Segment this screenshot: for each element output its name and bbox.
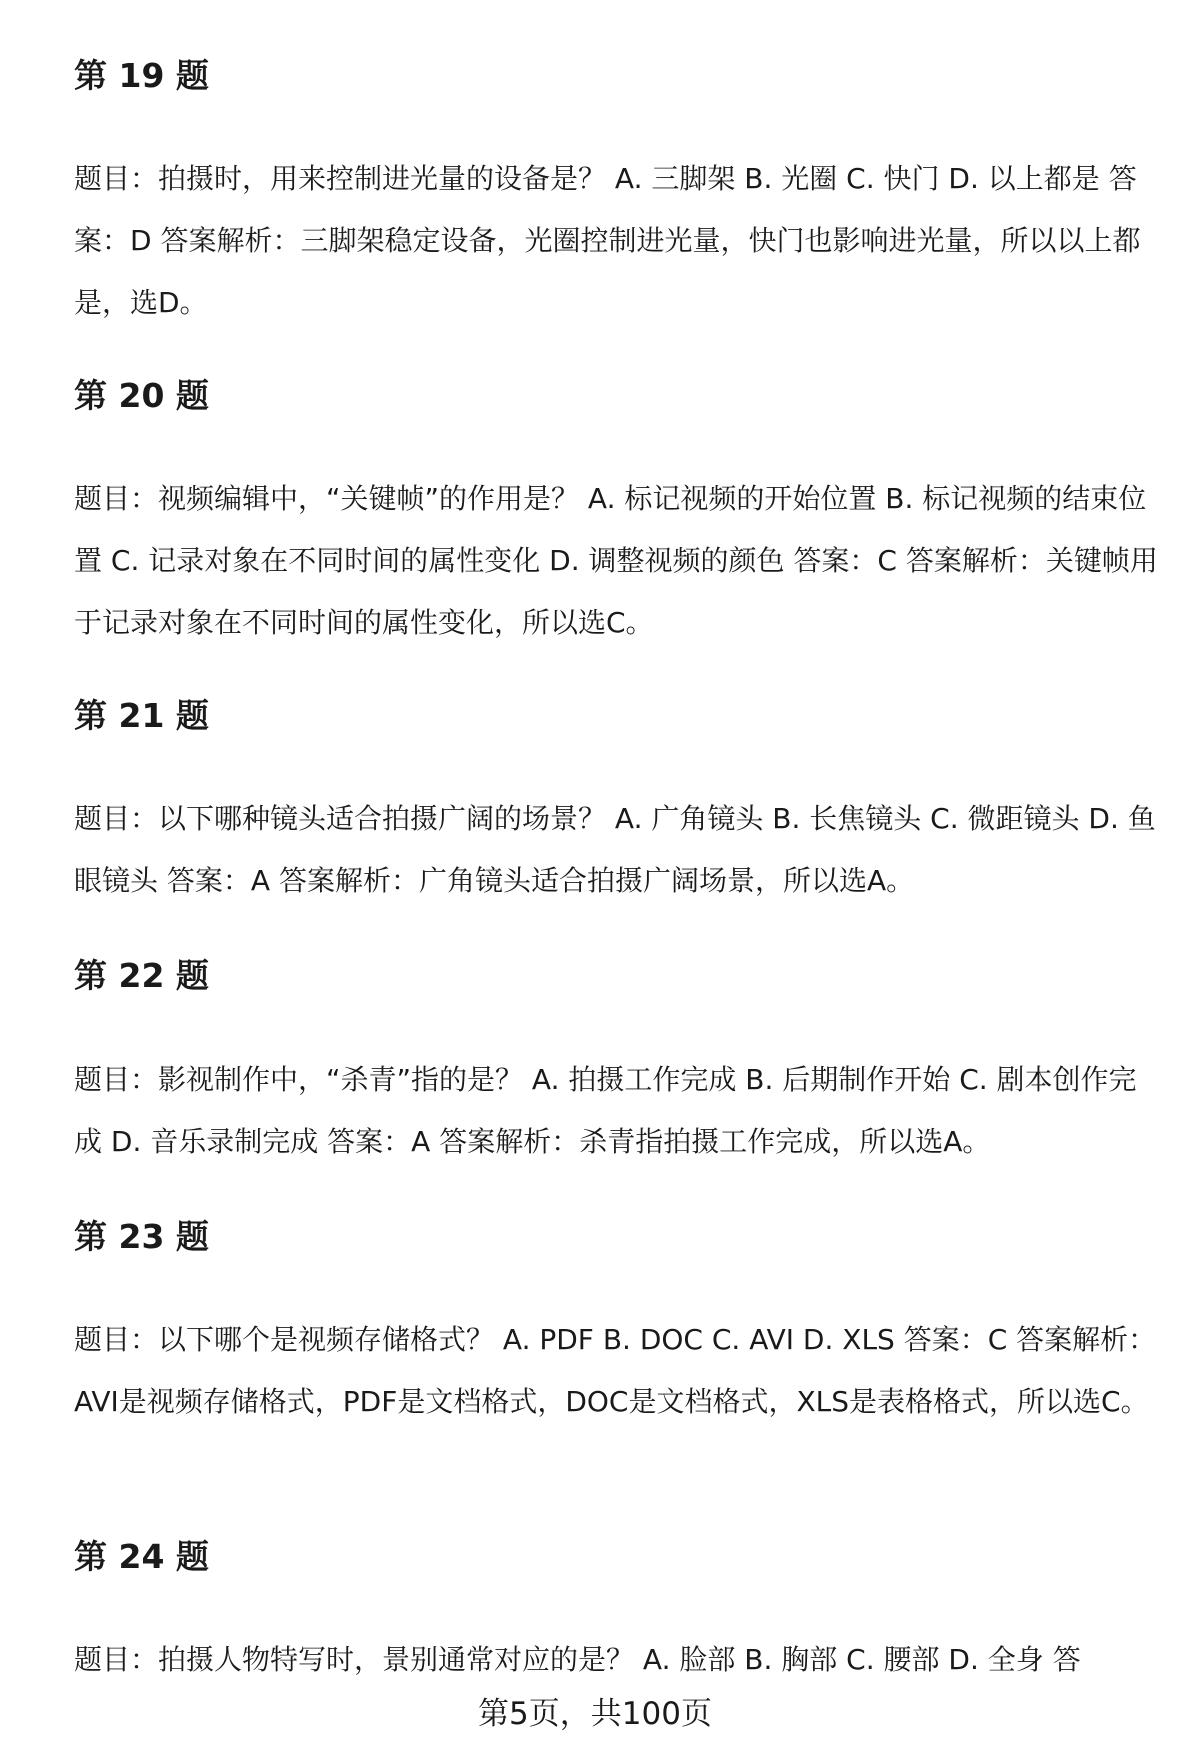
question-22-title: 第 22 题	[74, 956, 209, 995]
question-23-body: 题目：以下哪个是视频存储格式？ A. PDF B. DOC C. AVI D. XLS 答案：C 答案解析：AVI是视频存储格式，PDF是文档格式，DOC是文档格式，XLS是表格格式，所以选C。	[74, 1323, 1157, 1418]
question-21-body: 题目：以下哪种镜头适合拍摄广阔的场景？ A. 广角镜头 B. 长焦镜头 C. 微距镜头 D. 鱼眼镜头 答案：A 答案解析：广角镜头适合拍摄广阔场景，所以选A。	[74, 802, 1156, 897]
page-number-footer: 第5页，共100页	[478, 1696, 712, 1732]
question-20-title: 第 20 题	[74, 376, 209, 415]
question-24-body: 题目：拍摄人物特写时，景别通常对应的是？ A. 脸部 B. 胸部 C. 腰部 D. 全身 答	[74, 1643, 1081, 1676]
question-22-body: 题目：影视制作中，“杀青”指的是？ A. 拍摄工作完成 B. 后期制作开始 C. 剧本创作完成 D. 音乐录制完成 答案：A 答案解析：杀青指拍摄工作完成，所以选A。	[74, 1063, 1137, 1158]
question-19-body: 题目：拍摄时，用来控制进光量的设备是？ A. 三脚架 B. 光圈 C. 快门 D. 以上都是 答案：D 答案解析：三脚架稳定设备，光圈控制进光量，快门也影响进光量，所以以上都是，选D。	[74, 162, 1141, 319]
question-20-body: 题目：视频编辑中，“关键帧”的作用是？ A. 标记视频的开始位置 B. 标记视频的结束位置 C. 记录对象在不同时间的属性变化 D. 调整视频的颜色 答案：C 答案解析：关键帧用于记录对象在不同时间的属性变化，所以选C。	[74, 482, 1158, 639]
question-24-title: 第 24 题	[74, 1537, 209, 1576]
question-23-title: 第 23 题	[74, 1217, 209, 1256]
question-21-title: 第 21 题	[74, 696, 209, 735]
question-19-title: 第 19 题	[74, 56, 209, 95]
